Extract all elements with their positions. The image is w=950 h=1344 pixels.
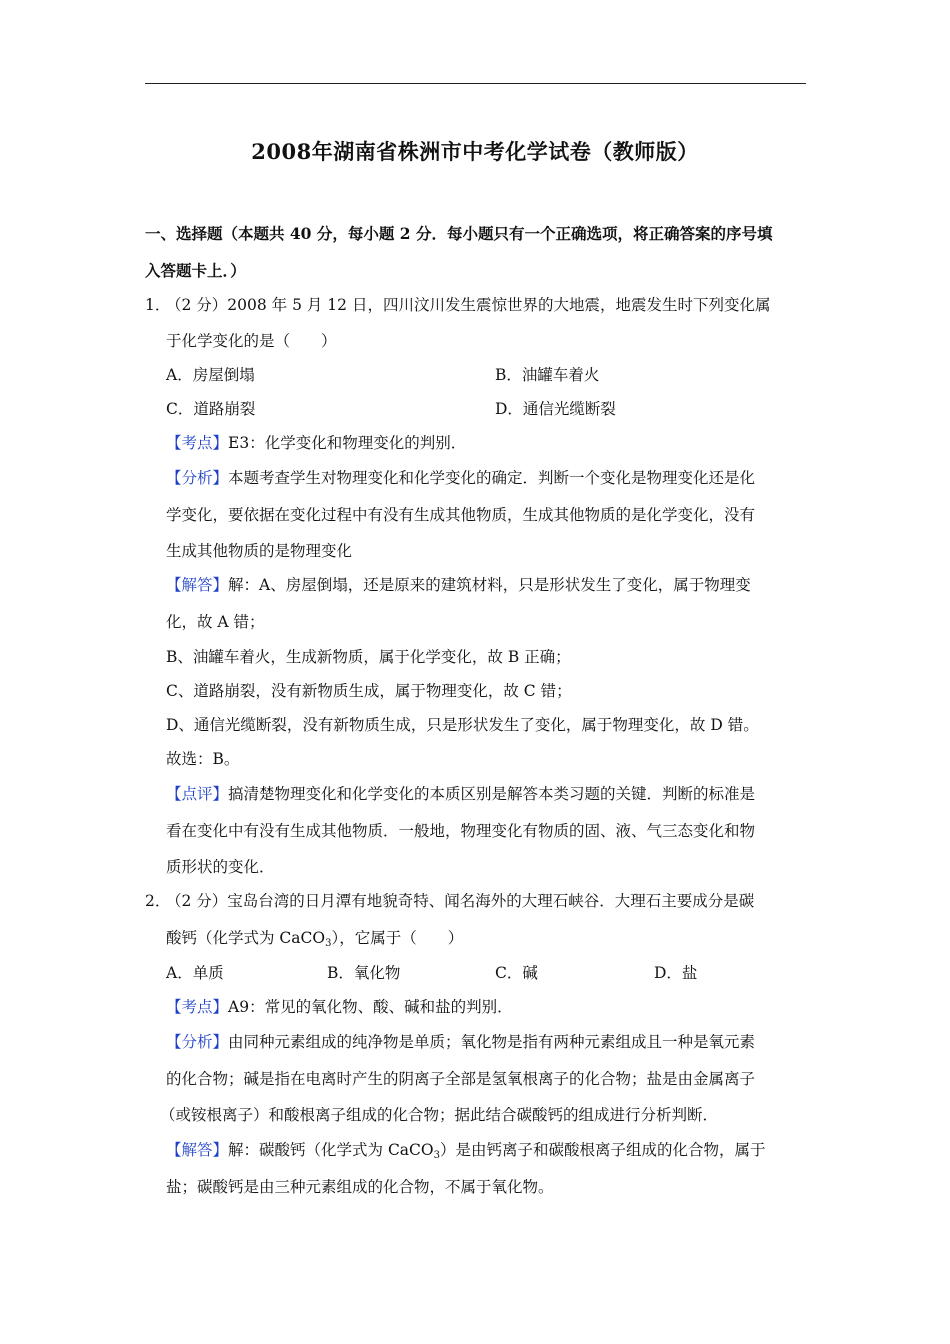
question-2-stem-cont (166, 927, 463, 949)
page-title: 2008年湖南省株洲市中考化学试卷（教师版） (251, 139, 699, 164)
jieda-text: ）是由钙离子和碳酸根离子组成的化合物，属于 (440, 1141, 766, 1159)
question-1-jieda-cont: 故选：B。 (166, 750, 240, 768)
kaodian-tag: 【考点】 (166, 998, 229, 1016)
question-2-number: 2． (145, 892, 171, 910)
question-2-option-a: A．单质 (166, 964, 224, 982)
fenxi-tag: 【分析】 (166, 1033, 229, 1051)
question-1-jieda (166, 574, 751, 596)
question-2-kaodian (166, 996, 513, 1018)
dianping-tag: 【点评】 (166, 785, 229, 803)
jieda-tag: 【解答】 (166, 576, 229, 594)
subscript: 3 (325, 938, 332, 949)
question-1-kaodian (166, 432, 466, 454)
jieda-text: 解：A、房屋倒塌，还是原来的建筑材料，只是形状发生了变化，属于物理变 (228, 576, 751, 594)
question-1-jieda-cont: 化，故 A 错； (166, 613, 265, 631)
question-2-option-b: B．氧化物 (327, 964, 401, 982)
question-2-option-d: D．盐 (654, 964, 698, 982)
question-2-stem: （2 分）宝岛台湾的日月潭有地貌奇特、闻名海外的大理石峡谷．大理石主要成分是碳 (166, 892, 755, 910)
question-2-option-c: C．碱 (495, 964, 538, 982)
question-1-stem-cont: 于化学变化的是（ ） (166, 332, 337, 350)
section-heading-cont: 入答题卡上．） (145, 261, 246, 280)
question-2-fenxi-cont: （或铵根离子）和酸根离子组成的化合物；据此结合碳酸钙的组成进行分析判断． (160, 1106, 719, 1124)
stem-text: ），它属于（ ） (331, 929, 464, 947)
question-1-option-a: A．房屋倒塌 (166, 366, 255, 384)
question-1-number: 1． (145, 296, 171, 314)
question-2-jieda-cont: 盐；碳酸钙是由三种元素组成的化合物，不属于氧化物。 (166, 1178, 554, 1196)
section-heading: 一、选择题（本题共 40 分，每小题 2 分．每小题只有一个正确选项，将正确答案的序号填 (145, 224, 773, 243)
question-1-stem: （2 分）2008 年 5 月 12 日，四川汶川发生震惊世界的大地震，地震发生时下列变化属 (166, 296, 771, 314)
fenxi-text: 由同种元素组成的纯净物是单质；氧化物是指有两种元素组成且一种是氧元素 (228, 1033, 756, 1051)
question-2-fenxi (166, 1031, 755, 1053)
dianping-text: 搞清楚物理变化和化学变化的本质区别是解答本类习题的关键．判断的标准是 (228, 785, 756, 803)
kaodian-tag: 【考点】 (166, 434, 229, 452)
jieda-text: 解：碳酸钙（化学式为 CaCO (228, 1141, 434, 1159)
question-1-dianping (166, 783, 755, 805)
question-1-fenxi (166, 467, 755, 489)
question-2-fenxi-cont: 的化合物；碱是指在电离时产生的阴离子全部是氢氧根离子的化合物；盐是由金属离子 (166, 1070, 756, 1088)
question-1-jieda-cont: D、通信光缆断裂，没有新物质生成，只是形状发生了变化，属于物理变化，故 D 错。 (166, 716, 759, 734)
fenxi-text: 本题考查学生对物理变化和化学变化的确定．判断一个变化是物理变化还是化 (228, 469, 756, 487)
header-rule (145, 83, 806, 84)
kaodian-text: A9：常见的氧化物、酸、碱和盐的判别． (228, 998, 513, 1016)
stem-text: 酸钙（化学式为 CaCO (166, 929, 326, 947)
kaodian-text: E3：化学变化和物理变化的判别． (228, 434, 467, 452)
question-1-jieda-cont: C、道路崩裂，没有新物质生成，属于物理变化，故 C 错； (166, 682, 572, 700)
subscript: 3 (433, 1150, 440, 1161)
question-1-option-c: C．道路崩裂 (166, 400, 256, 418)
question-1-dianping-cont: 看在变化中有没有生成其他物质．一般地，物理变化有物质的固、液、气三态变化和物 (166, 822, 756, 840)
question-2-jieda (166, 1139, 766, 1161)
question-1-option-b: B．油罐车着火 (495, 366, 600, 384)
jieda-tag: 【解答】 (166, 1141, 229, 1159)
question-1-fenxi-cont: 生成其他物质的是物理变化 (166, 542, 353, 560)
question-1-option-d: D．通信光缆断裂 (495, 400, 616, 418)
question-1-dianping-cont: 质形状的变化． (166, 858, 275, 876)
question-1-fenxi-cont: 学变化，要依据在变化过程中有没有生成其他物质，生成其他物质的是化学变化，没有 (166, 506, 756, 524)
question-1-jieda-cont: B、油罐车着火，生成新物质，属于化学变化，故 B 正确； (166, 648, 571, 666)
fenxi-tag: 【分析】 (166, 469, 229, 487)
